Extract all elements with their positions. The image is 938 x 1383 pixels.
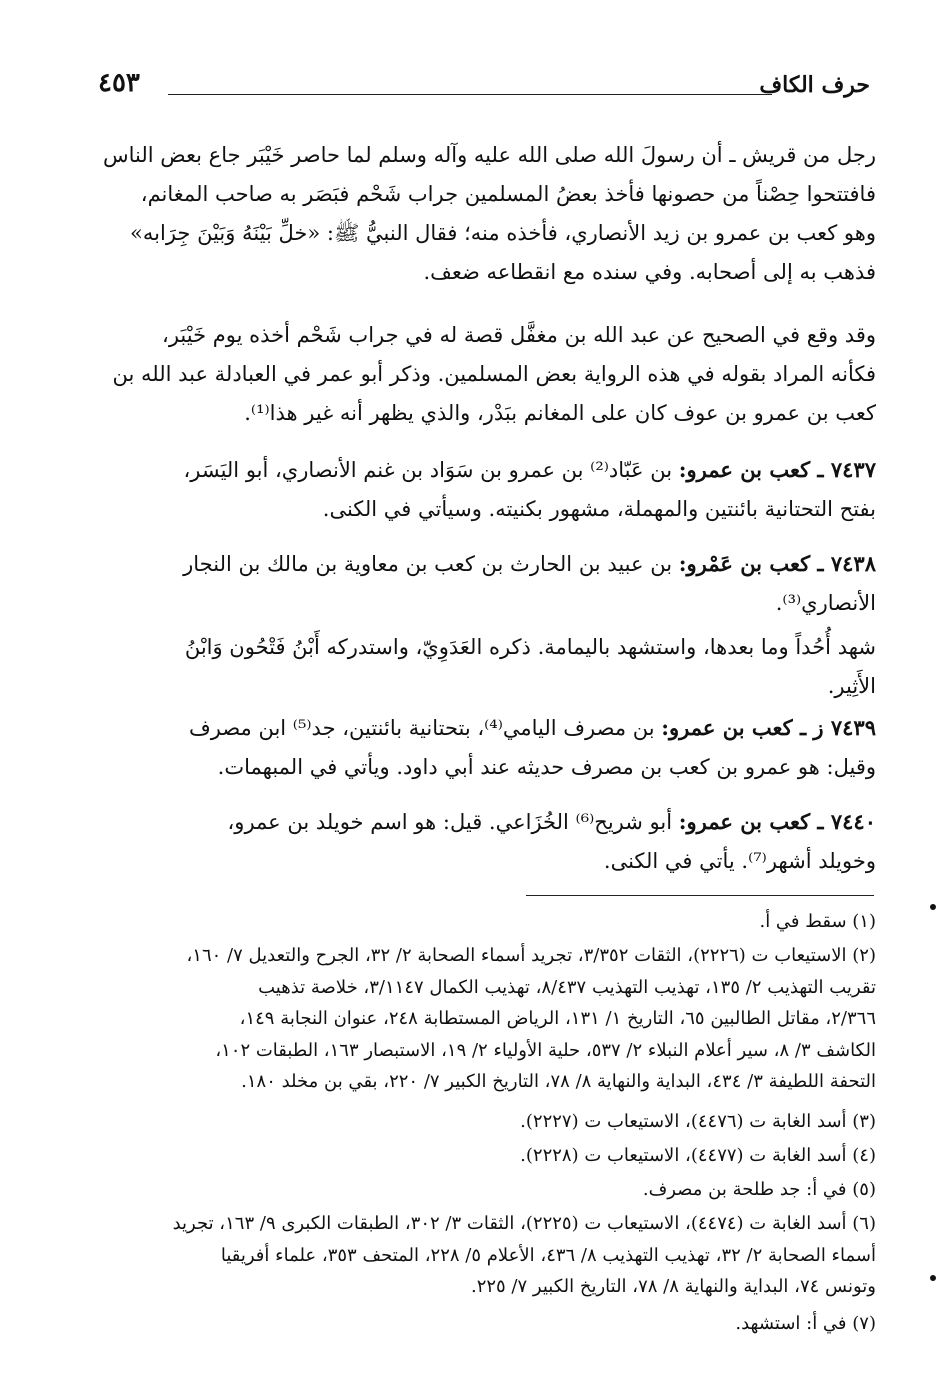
page-number: ٤٥٣ [98, 68, 140, 98]
entry-7440 [98, 802, 876, 881]
footnote-number: (٢) [852, 945, 876, 966]
paragraph-text: شهد أُحُداً وما بعدها، واستشهد باليمامة. ذكره العَدَوِيّ، واستدركه أَبْنُ فَتْحُون وَابْنُ الأَثِير. [184, 635, 876, 698]
entry-7439 [98, 708, 876, 787]
footnote-number: (٦) [852, 1213, 876, 1234]
footnote-separator [526, 895, 874, 896]
entry-text: أبو شريح⁽⁶⁾ الخُزَاعي. قيل: هو اسم خويلد بن عمرو، وخويلد أشهر⁽⁷⁾. يأتي في الكنى. [227, 810, 876, 873]
footnote [98, 1140, 876, 1172]
scan-speck [930, 1275, 936, 1281]
footnote-text: سقط في أ. [759, 911, 847, 932]
footnote-number: (٣) [852, 1111, 876, 1132]
entry-heading: ٧٤٣٧ ـ كعب بن عمرو: [678, 457, 876, 482]
running-title: حرف الكاف [759, 72, 870, 98]
paragraph-text: وقد وقع في الصحيح عن عبد الله بن مغفَّل قصة له في جراب شَحْم أخذه يوم خَيْبَر، فكأنه المراد بقوله في هذه الرواية بعض المسلمين. وذكر أبو عمر في العبادلة عبد الله بن كعب بن عمرو بن عوف كان على المغانم ببَدْر، والذي يظهر أنه غير هذا⁽¹⁾. [112, 323, 876, 425]
footnote-number: (٥) [852, 1179, 876, 1200]
footnote [98, 1106, 876, 1138]
footnote-text: الاستيعاب ت (٢٢٢٦)، الثقات ٣/٣٥٢، تجريد أسماء الصحابة ٢/ ٣٢، الجرح والتعديل ٧/ ١٦٠، تقريب التهذيب ٢/ ١٣٥، تهذيب التهذيب ٨/٤٣٧، تهذيب الكمال ٣/١١٤٧، خلاصة تذهيب ٢/٣٦٦، مقاتل الطالبين ٦٥، التاريخ ١/ ١٣١، الرياض المستطابة ٢٤٨، عنوان النجابة ١٤٩، الكاشف ٣/ ٨، سير أعلام النبلاء ٢/ ٥٣٧، حلية الأولياء ٢/ ١٩، الاستبصار ١٦٣، الطبقات ١٠٢، التحفة اللطيفة ٣/ ٤٣٤، البداية والنهاية ٨/ ٧٨، التاريخ الكبير ٧/ ٢٢٠، بقي بن مخلد ١٨٠. [186, 945, 876, 1092]
footnote [98, 940, 876, 1098]
footnote-text: في أ: استشهد. [735, 1313, 847, 1334]
entry-heading: ٧٤٣٩ ز ـ كعب بن عمرو: [661, 715, 876, 740]
footnote-number: (٧) [852, 1313, 876, 1334]
header-rule [168, 94, 772, 95]
entry-7438 [98, 544, 876, 623]
entry-7437 [98, 450, 876, 529]
entry-heading: ٧٤٤٠ ـ كعب بن عمرو: [678, 809, 876, 834]
paragraph-text: رجل من قريش ـ أن رسولَ الله صلى الله عليه وآله وسلم لما حاصر خَيْبَر جاع بعض الناس فافتتحوا حِصْناً من حصونها فأخذ بعضُ المسلمين جراب شَحْم فبَصَر به صاحب المغانم، وهو كعب بن عمرو بن زيد الأنصاري، فأخذه منه؛ فقال النبيُّ ﷺ: «خلِّ بَيْنَهُ وَبَيْنَ جِرَابه» فذهب به إلى أصحابه. وفي سنده مع انقطاعه ضعف. [103, 143, 876, 284]
footnote-text: في أ: جد طلحة بن مصرف. [642, 1179, 847, 1200]
paragraph [98, 316, 876, 433]
page-header [96, 68, 878, 108]
footnote-number: (١) [852, 911, 876, 932]
footnote [98, 906, 876, 938]
paragraph [98, 136, 876, 292]
footnote-text: أسد الغابة ت (٤٤٧٦)، الاستيعاب ت (٢٢٢٧). [520, 1111, 847, 1132]
footnote [98, 1174, 876, 1206]
paragraph [98, 628, 876, 706]
footnote [98, 1208, 876, 1303]
entry-text: بن مصرف اليامي⁽⁴⁾، بتحتانية بائنتين، جد⁽⁵⁾ ابن مصرف وقيل: هو عمرو بن كعب بن مصرف حديثه عند أبي داود. ويأتي في المبهمات. [188, 716, 876, 779]
footnote-text: أسد الغابة ت (٤٤٧٤)، الاستيعاب ت (٢٢٢٥)، الثقات ٣/ ٣٠٢، الطبقات الكبرى ٩/ ١٦٣، تجريد أسماء الصحابة ٢/ ٣٢، تهذيب التهذيب ٨/ ٤٣٦، الأعلام ٥/ ٢٢٨، المتحف ٣٥٣، علماء أفريقيا وتونس ٧٤، البداية والنهاية ٨/ ٧٨، التاريخ الكبير ٧/ ٢٢٥. [172, 1213, 876, 1297]
footnote [98, 1308, 876, 1340]
scan-speck [930, 904, 936, 910]
footnote-text: أسد الغابة ت (٤٤٧٧)، الاستيعاب ت (٢٢٢٨). [520, 1145, 847, 1166]
footnote-number: (٤) [852, 1145, 876, 1166]
entry-text: بن عَبّاد⁽²⁾ بن عمرو بن سَوَاد بن غنم الأنصاري، أبو اليَسَر، بفتح التحتانية بائنتين والمهملة، مشهور بكنيته. وسيأتي في الكنى. [183, 458, 876, 521]
entry-heading: ٧٤٣٨ ـ كعب بن عَمْرو: [678, 551, 876, 576]
entry-text: بن عبيد بن الحارث بن كعب بن معاوية بن مالك بن النجار الأنصاري⁽³⁾. [183, 552, 876, 615]
